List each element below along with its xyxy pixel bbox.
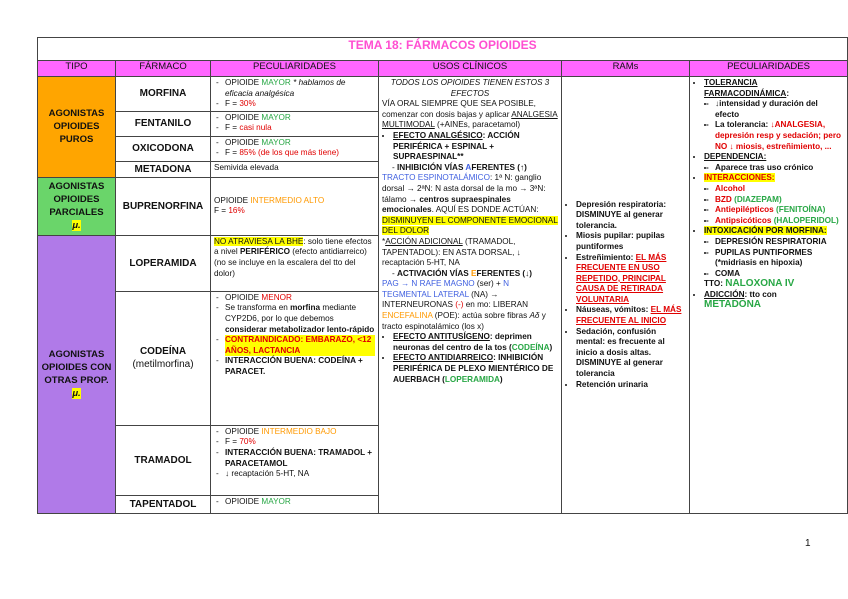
pec-fentanilo: - OPIOIDE MAYOR - F = casi nula [211,111,379,136]
farmaco-fentanilo: FENTANILO [116,111,211,136]
header-peculiaridades: PECULIARIDADES [211,61,379,77]
rams: • Depresión respiratoria: DISMINUYE al generar tolerancia. • Miosis pupilar: pupilas puntiformes • Estreñimiento: EL MÁS FRECUENTE EN USO REPETIDO, PRINCIPAL CAUSA DE RETIRADA VOLUNTARIA • Náuseas, vómitos: EL MÁS FRECUENTE AL INICIO • Sedación, confusión mental: es frecuente al inicio a dosis altas. DISMINUYE al generar tolerancia • Retención urinaria [562,77,690,514]
pec-buprenorfina: OPIOIDE INTERMEDIO ALTO F = 16% [211,177,379,235]
farmaco-codeina: CODEÍNA (metilmorfina) [116,291,211,425]
header-rams: RAMs [562,61,690,77]
mu-label: μ. [72,220,81,232]
header-peculiaridades-2: PECULIARIDADES [690,61,848,77]
pec-codeina: - OPIOIDE MENOR - Se transforma en morfina mediante CYP2D6, por lo que debemos considerar metabolizador lento-rápido - CONTRAINDICADO: EMBARAZO, <12 AÑOS, LACTANCIA - INTERACCIÓN BUENA: CODEÍNA + PARACET. [211,291,379,425]
pec-loperamida: NO ATRAVIESA LA BHE: solo tiene efectos a nivel PERIFÉRICO (efecto antidiarreico) (no se incluye en la escalera del tto del dolor) [211,235,379,291]
opioids-table [37,37,848,514]
mu-label-2: μ. [72,388,81,400]
tipo-otras: AGONISTAS OPIOIDES CON OTRAS PROP. μ. [38,235,116,513]
farmaco-metadona: METADONA [116,161,211,177]
header-usos: USOS CLÍNICOS [379,61,562,77]
page-number: 1 [805,538,811,549]
farmaco-buprenorfina: BUPRENORFINA [116,177,211,235]
peculiaridades-2: • TOLERANCIA FARMACODINÁMICA: - • ↓intensidad y duración del efecto - • La tolerancia: ↓ANALGESIA, depresión resp y sedación; pero NO ↓ miosis, estreñimiento, ... • DEPENDENCIA: - • Aparece tras uso crónico • INTERACCIONES: - • Alcohol - • BZD (DIAZEPAM) - • Antiepilépticos (FENITOÍNA) - • Antipsicóticos (HALOPERIDOL) • INTOXICACIÓN POR MORFINA: - • DEPRESIÓN RESPIRATORIA - • PUPILAS PUNTIFORMES (*midriasis en hipoxia) - • COMA TTO: NALOXONA IV • ADICCIÓN: tto con METADONA [690,77,848,514]
farmaco-oxicodona: OXICODONA [116,136,211,161]
farmaco-tramadol: TRAMADOL [116,425,211,495]
tipo-parciales: AGONISTAS OPIOIDES PARCIALES μ. [38,177,116,235]
pec-tramadol: - OPIOIDE INTERMEDIO BAJO - F = 70% - INTERACCIÓN BUENA: TRAMADOL + PARACETAMOL - ↓ recaptación 5-HT, NA [211,425,379,495]
usos-clinicos: TODOS LOS OPIOIDES TIENEN ESTOS 3 EFECTOS VÍA ORAL SIEMPRE QUE SEA POSIBLE, comenzar con dosis bajas y aplicar ANALGESIA MULTIMODAL (+AINEs, paracetamol) • EFECTO ANALGÉSICO: ACCIÓN PERIFÉRICA + ESPINAL + SUPRAESPINAL** - INHIBICIÓN VÍAS AFERENTES (↑) TRACTO ESPINOTALÁMICO: 1ª N: ganglio dorsal → 2ªN: N asta dorsal de la mo → 3ªN: tálamo → centros supraespinales emocionales. AQUÍ ES DONDE ACTÚAN: DISMINUYEN EL COMPONENTE EMOCIONAL DEL DOLOR *ACCIÓN ADICIONAL (TRAMADOL, TAPENTADOL): EN ASTA DORSAL, ↓ recaptación 5-HT, NA - ACTIVACIÓN VÍAS EFERENTES (↓) PAG → N RAFE MAGNO (ser) + N TEGMENTAL LATERAL (NA) → INTERNEURONAS (-) en mo: LIBERAN ENCEFALINA (POE): actúa sobre fibras Aδ y tracto espinotalámico (los x) • EFECTO ANTITUSÍGENO: deprimen neuronas del centro de la tos (CODEÍNA) • EFECTO ANTIDIARREICO: INHIBICIÓN PERIFÉRICA DE PLEXO MIENTÉRICO DE AUERBACH (LOPERAMIDA) [379,77,562,514]
pec-oxicodona: - OPIOIDE MAYOR - F = 85% (de los que más tiene) [211,136,379,161]
farmaco-morfina: MORFINA [116,77,211,112]
header-row [38,61,848,77]
tipo-puros: AGONISTAS OPIOIDES PUROS [38,77,116,178]
header-tipo: TIPO [38,61,116,77]
pec-morfina: - OPIOIDE MAYOR * hablamos de eficacia analgésica - F = 30% [211,77,379,112]
pec-metadona: Semivida elevada [211,161,379,177]
pec-tapentadol: - OPIOIDE MAYOR [211,495,379,513]
farmaco-tapentadol: TAPENTADOL [116,495,211,513]
header-farmaco: FÁRMACO [116,61,211,77]
page-title: TEMA 18: FÁRMACOS OPIOIDES [38,38,848,61]
farmaco-loperamida: LOPERAMIDA [116,235,211,291]
